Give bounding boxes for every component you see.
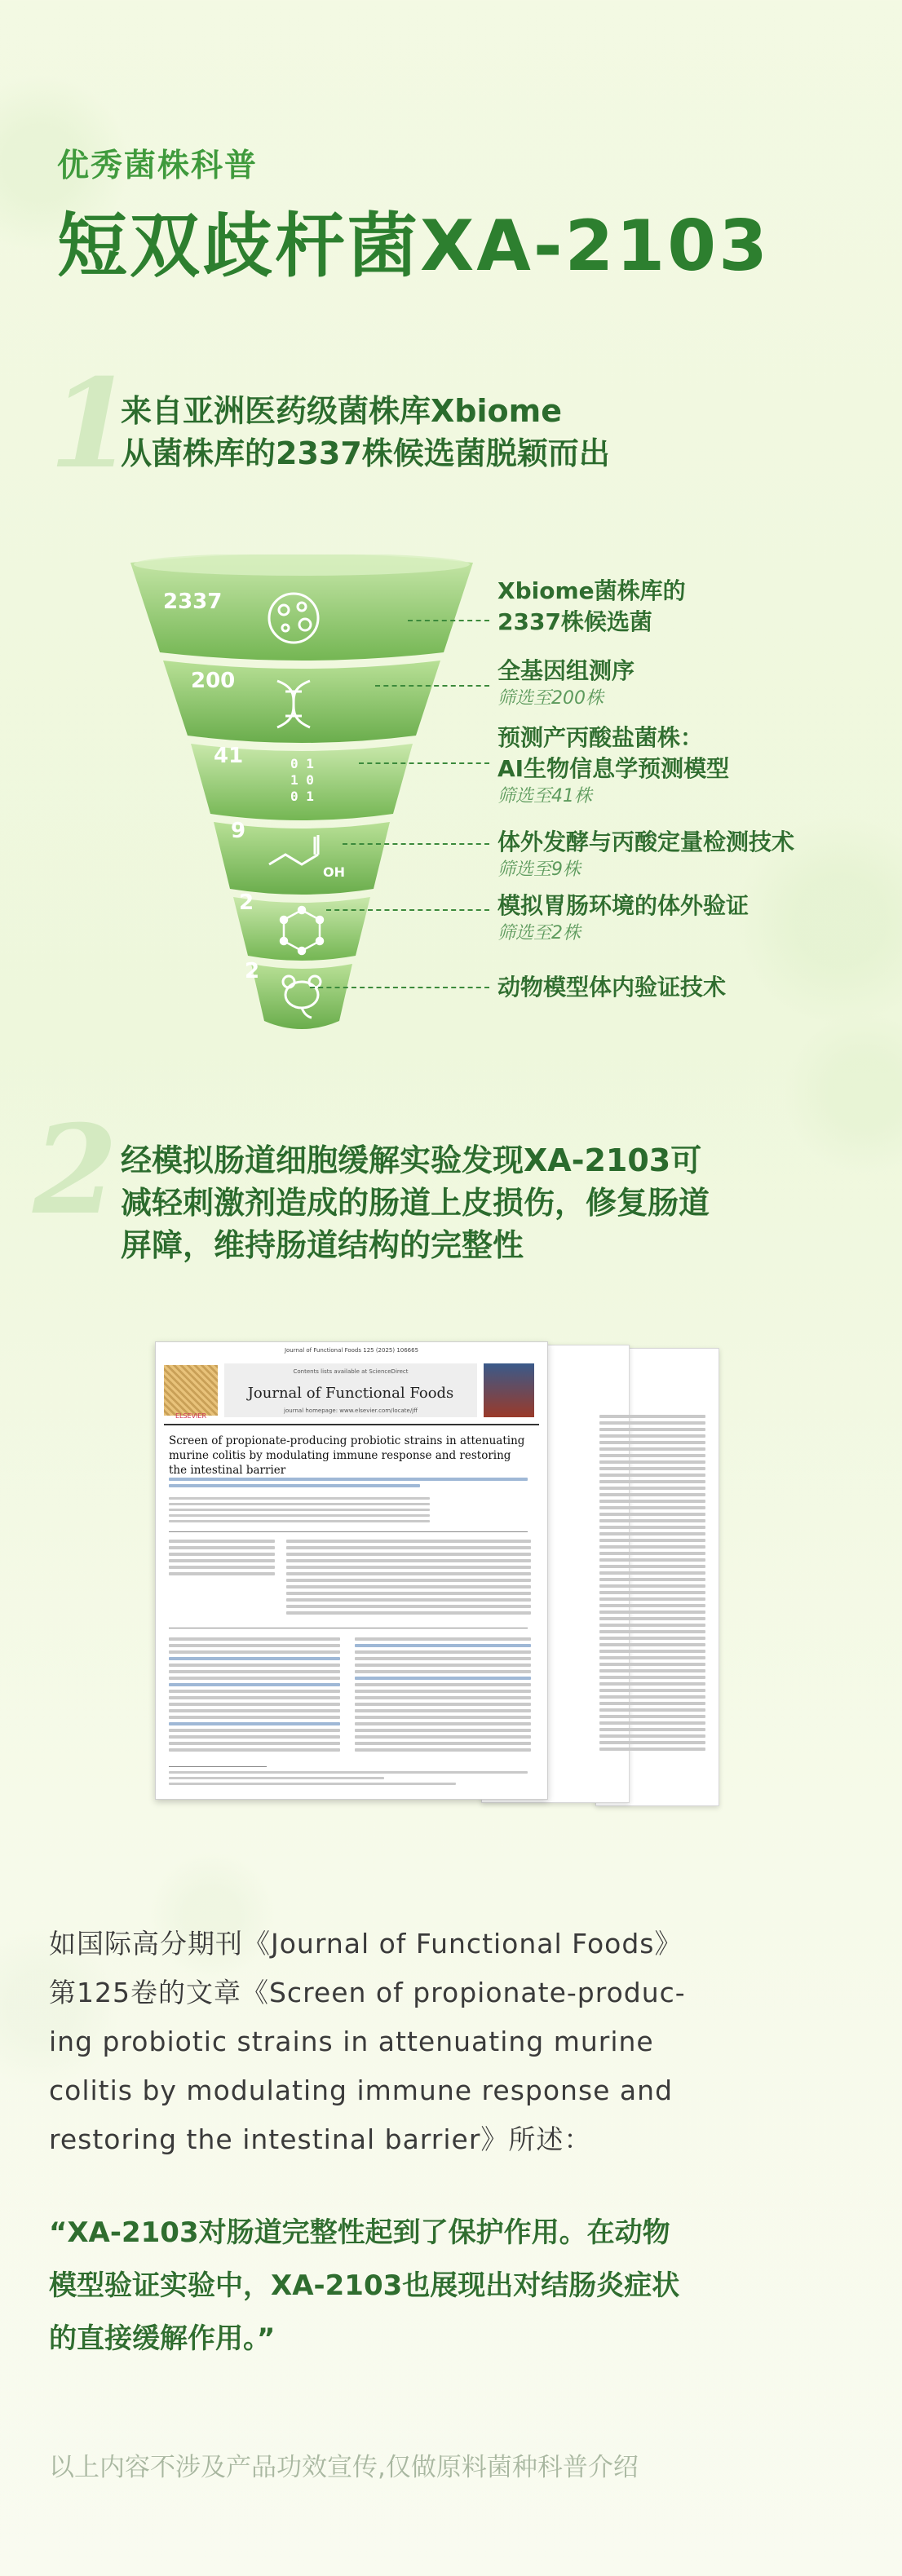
caption-line: 第125卷的文章《Screen of propionate-produc- xyxy=(49,1977,686,2008)
journal-citation: Journal of Functional Foods 125 (2025) 106665 xyxy=(284,1347,419,1354)
disclaimer-text: 以上内容不涉及产品功效宣传,仅做原料菌种科普介绍 xyxy=(49,2453,639,2482)
journal-cover xyxy=(484,1363,534,1417)
journal-band: Contents lists available at ScienceDirect Journal of Functional Foods journal homepage: www.elsevier.com/locate/jff xyxy=(224,1363,477,1417)
connector-line xyxy=(310,987,489,988)
section1-line2: 从菌株库的2337株候选菌脱颖而出 xyxy=(121,435,610,471)
journal-header xyxy=(164,1359,539,1425)
section2-line3: 屏障，维持肠道结构的完整性 xyxy=(121,1227,524,1263)
body-column-right xyxy=(355,1637,531,1755)
caption-line: restoring the intestinal barrier》所述： xyxy=(49,2123,592,2155)
section2-line2: 减轻刺激剂造成的肠道上皮损伤，修复肠道 xyxy=(121,1185,710,1221)
oh-label: OH xyxy=(323,864,345,880)
section2-text xyxy=(121,1139,710,1266)
stage-label: 全基因组测序 筛选至200株 xyxy=(497,657,635,709)
affiliation-lines xyxy=(169,1497,430,1526)
article-title: Screen of propionate-producing probiotic strains in attenuating murine colitis by modulating immune response and restoring the intestinal barrier xyxy=(169,1434,525,1477)
quote-line: 模型验证实验中，XA-2103也展现出对结肠炎症状 xyxy=(49,2269,680,2302)
body-column-left xyxy=(169,1637,340,1755)
funnel-band-6 xyxy=(251,964,352,1029)
section2-line1: 经模拟肠道细胞缓解实验发现XA-2103可 xyxy=(121,1142,702,1178)
stage-count: 200 xyxy=(191,669,236,693)
selection-funnel xyxy=(130,555,473,1036)
caption-line: 如国际高分期刊《Journal of Functional Foods》 xyxy=(49,1928,683,1960)
quote-line: “XA-2103对肠道完整性起到了保护作用。在动物 xyxy=(49,2216,670,2249)
stage-count: 2337 xyxy=(163,590,223,614)
connector-line xyxy=(375,685,489,687)
stage-count: 2 xyxy=(245,959,260,983)
abstract-lines xyxy=(286,1540,531,1618)
footer-lines xyxy=(169,1771,528,1788)
section-number: 2 xyxy=(33,1098,118,1242)
journal-name: Journal of Functional Foods xyxy=(247,1385,454,1402)
keyword-lines xyxy=(169,1540,275,1579)
stage-label: 预测产丙酸盐菌株： AI生物信息学预测模型 筛选至41株 xyxy=(497,724,730,806)
caption-line: ing probiotic strains in attenuating murine xyxy=(49,2026,654,2057)
author-lines xyxy=(169,1478,528,1491)
svg-text:1 0: 1 0 xyxy=(290,772,314,788)
stage-label: 动物模型体内验证技术 xyxy=(497,974,727,1001)
quote-line: 的直接缓解作用。” xyxy=(49,2322,276,2355)
section-number: 1 xyxy=(49,352,135,496)
decorative-circle xyxy=(783,1011,902,1174)
stage-label: 模拟胃肠环境的体外验证 筛选至2株 xyxy=(497,892,749,943)
stage-label: Xbiome菌株库的 2337株候选菌 xyxy=(497,577,686,635)
section1-text xyxy=(121,390,610,475)
paper-first-page xyxy=(155,1341,548,1800)
stage-count: 41 xyxy=(214,744,244,768)
stage-count: 9 xyxy=(231,819,246,843)
svg-text:0 1: 0 1 xyxy=(290,789,314,804)
binary-code-icon: 0 1 xyxy=(290,756,314,771)
publisher-name: ELSEVIER xyxy=(175,1412,207,1420)
stage-label: 体外发酵与丙酸定量检测技术 筛选至9株 xyxy=(497,828,795,880)
page-title: 短双歧杆菌XA-2103 xyxy=(57,205,770,287)
journal-article-image xyxy=(155,1341,710,1810)
caption-line: colitis by modulating immune response and xyxy=(49,2074,674,2106)
connector-line xyxy=(359,762,489,764)
connector-line xyxy=(408,620,489,621)
connector-line xyxy=(343,843,489,845)
publisher-logo xyxy=(164,1365,218,1416)
page-pretitle: 优秀菌株科普 xyxy=(57,148,259,184)
stage-count: 2 xyxy=(239,890,254,915)
section1-line1: 来自亚洲医药级菌株库Xbiome xyxy=(121,393,563,429)
connector-line xyxy=(326,909,489,911)
